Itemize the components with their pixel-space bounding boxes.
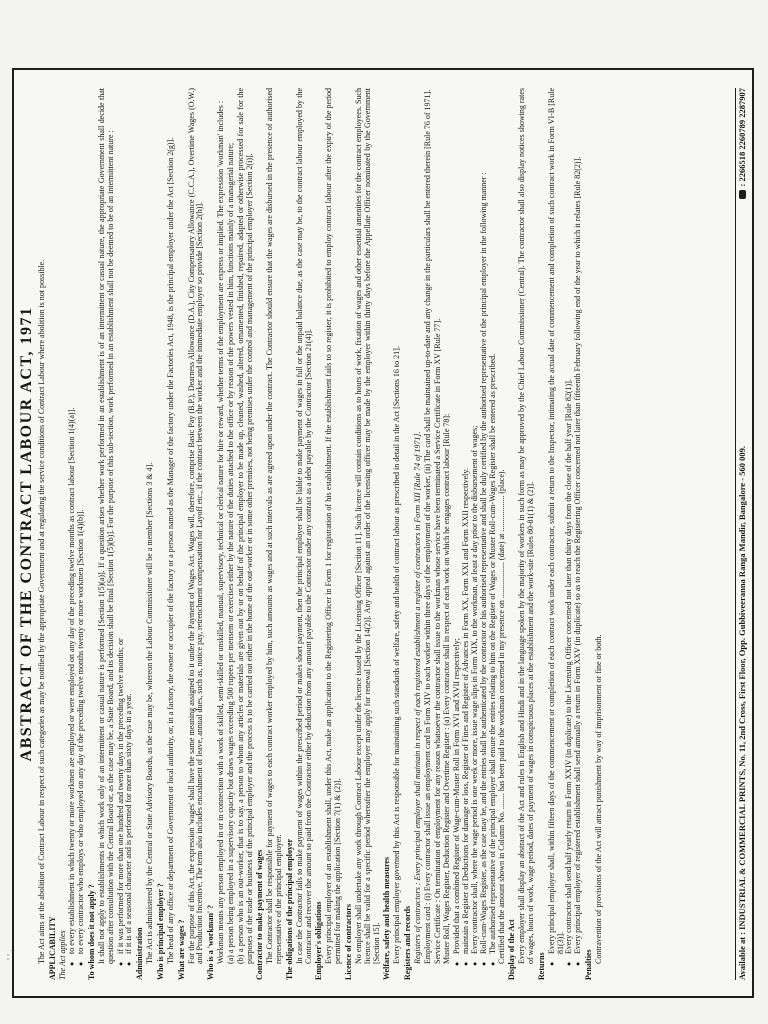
list-item: ● to every contractor who employs or who employed on any day of the preceding twelve months twenty or more workmen [Section 1(4)(b)]. <box>77 88 86 954</box>
not-apply-list <box>117 88 135 980</box>
scan-margin-marks: ' ' , <box>6 949 14 960</box>
display-paragraph: Every employer shall display an abstract of the Act and rules in English and Hindi and in the language spoken by the majority of workers in such form as may be approved by the Chief Labour Commissioner (Central). The contractor shall also display notices showing rates of wages, hours of work, wage period, dates of payment of wages in conspicuous places at the establishment and the work-site [Rules 80-81(1) & (2)]. <box>517 88 536 964</box>
intro-paragraph: The Act aims at the abolition of Contract Labour in respect of such categories as may be notified by the appropriate Government and at regulating the service conditions of Contract Labour where abolition is not possible. <box>36 259 46 964</box>
welfare-paragraph: Every principal employer governed by this Act is responsible for maintaining such standards of welfare, safety and health of contract labour as prescribed in detail in the Act [Sections 16 to 21]. <box>392 346 402 964</box>
list-item: ● Every principal employer of registered establishment shall send annually a return in Form XXV (in duplicate) so as to reach the Registering Officer concerned not later than fifteenth February following end of the year to which it relates [Rule 82(2)]. <box>574 88 583 954</box>
list-item: ● if it was performed for more than one hundred and twenty days in the preceding twelve months; or <box>117 88 126 954</box>
list-item: ● Roll-cum-Wages Register, as the case may be, and the entries shall be authenticated by the contractor or his authorised representative and shall be duly certified by the authorised representative of the principal employer in the following manner : <box>480 88 489 954</box>
list-item: ● The authorised representative of the principal employer shall ensure the entries relating to him on the Register of Wages or Muster Roll-cum-Wages Register shall be entered as prescribed. <box>489 88 498 954</box>
registers-item: Muster Roll, Wages Register, Deduction Register and Overtime Register : (a) Every contractor shall in respect of each work on which he engages contract labour [Rule 78]: <box>442 413 452 964</box>
registers-item: Employment card : (i) Every contractor shall issue an employment card in Form XIV to each worker within three days of the employment of the worker, (ii) The card shall be maintained up-to-date and any change in the particulars shall be entered therein [Rule 76 of 1971]. <box>422 89 432 964</box>
document-title: ABSTRACT OF THE CONTRACT LABOUR ACT, 1971 <box>18 306 35 762</box>
applies-list <box>68 88 86 980</box>
not-apply-paragraph: It shall not apply to establishments in which work only of an intermittent or casual nature is performed [Section 1(5)(a)]. If a question arises whether work performed in an establishment is of an intermittent or casual nature, the appropriate Government shall decide that question after consultation with the Central Board or, as the case may be, a State Board, and its decision shall be final [Section 1(5)(b)]. For the purpose of this sub-section, work performed in an establishment shall not be deemed to be of an intermittent nature : <box>96 88 115 964</box>
publisher-address: Available at : INDUSTRIAL & COMMERCIAL PRINTS, No. 11, 2nd Cross, First Floor, Opp. Gubbiveeranna Ranga Mandir, Bangalore - 560 009. <box>737 446 748 980</box>
phone-numbers <box>738 88 747 199</box>
telephone-icon <box>739 190 746 199</box>
penalties-paragraph: Contravention of provisions of the Act will attract punishment by way of imprisonment or fine or both. <box>593 634 603 964</box>
wages-paragraph: For the purpose of this Act, the expression 'wages' shall have the same meaning assigned to it under the Payment of Wages Act. Wages will, therefore, comprise Basic Pay (B.P.), Dearness Allowance (D.A.), City Compensatory Allowance (C.C.A.), Overtime Wages (O.W.) and Production Incentive. The term also includes encashment of leave, annual dues, such as, notice pay, retrenchment compensation for Layoff etc., if the contract between the worker and the immediate employer so provide [Section 2(h)]. <box>186 88 205 964</box>
registers-item: Registers of contractors : Every principal employer shall maintain in respect of each registered establishment a register of contractors in Form XII [Rule 74 of 1971]. <box>412 431 422 964</box>
list-item: ● maintain a Register of Deductions for damage or loss, Register of Fines and Register of Advances in Form XX, Form XXI and Form XXII respectively. <box>462 88 471 954</box>
applies-heading: The Act applies <box>57 930 67 980</box>
not-apply-heading: To whom does it not apply ? <box>87 884 97 980</box>
employer-obligations-paragraph: Every principal employer of an establishment shall, under this Act, make an application to the Registering Officer in Form 1 for registration of his establishment. If the establishment fails to so register, it is prohibited to employ contract labour after the expiry of the period permitted for making the application [Section 7(1) & (2)]. <box>324 88 343 964</box>
list-item: ● Every principal employer shall, within fifteen days of the commencement or completion of each contract work under each contractor, submit a return to the Inspector, intimating the actual date of commencement and completion of such contract work in Form VI-B [Rule 81(3)]. <box>548 88 566 954</box>
display-heading: Display of the Act <box>507 919 517 980</box>
list-item: ● Every contractor shall send half yearly return in Form XXIV (in duplicate) to the Licensing Officer concerned not later than thirty days from the close of the half year [Rule 82(1)]. <box>565 88 574 954</box>
contractor-heading: Contractor to make payment of wages <box>255 849 265 980</box>
principal-employer-heading: Who is principal employer ? <box>155 883 165 980</box>
administration-heading: Administration <box>135 927 145 980</box>
list-item: ● Provided that a combined Register of Wage-cum-Muster Roll in Form XVI and XVII respectively; <box>453 88 462 954</box>
registers-heading: Registers and records <box>403 905 413 980</box>
penalties-heading: Penalties <box>584 949 594 980</box>
returns-heading: Returns <box>536 952 546 980</box>
licence-paragraph: No employer shall undertake any work through Contract Labour except under the licence issued by the Licensing Officer [Section 11]. Such licence will contain conditions as to hours of work, fixation of wages and other essential amenities for the contract employees. Such licence shall be valid for a specific period whereafter the employer may apply for renewal [Section 14(2)]. Any appeal against an order of the licensing officer may be made by the employer within thirty days before the Appellate Officer nominated by the Government [Section 15]. <box>353 88 381 964</box>
workman-item-b: (b) a person who is an out-worker, that is to say, a person to whom any articles or materials are given out by or on behalf of the principal employer to be made up, cleaned, washed, altered, ornamented, finished, repaired, adapted or otherwise processed for sale for the purposes of the trade or business of the principal employer and the process is to be carried out either in the home of the out-worker or in some other premises, not being premises under the control and management of the principal employer [Section 2(i)]. <box>235 88 254 964</box>
wages-heading: What are wages ? <box>176 919 186 980</box>
employer-obligations-heading: Employer's obligations <box>314 901 324 980</box>
certification-line: Certified that the amount shown in Column No. ........ has been paid to the workman concerned in my presence on .................. (date) at .................. (place). <box>496 469 506 964</box>
registers-list <box>453 88 497 980</box>
returns-list <box>548 88 583 980</box>
document-body <box>13 70 753 998</box>
phone-number-text: : 2266518 2260789 2287907 <box>737 88 748 187</box>
licence-heading: Licence of contractors <box>344 904 353 980</box>
registers-item: Service Certificate : On termination of employment for any reason whatsoever the contractor shall issue to the workman whose service have been terminated a Service Certificate in Form XV [Rule 77]. <box>432 318 442 964</box>
list-item: ● to every establishment in which twenty or more workmen are employed or were employed on any day of the preceding twelve months as contract labour [Section 1(4)(a)]. <box>68 88 77 954</box>
workman-heading: Who is a 'workman' ? <box>206 904 216 980</box>
obligations-pe-paragraph: In case the Contractor fails to make payment of wages within the prescribed period or makes short payment, then the principal employer shall be liable to make payment of wages in full or the unpaid balance due, as the case may be, to the contract labour employed by the Contractor and recover the amount so paid from the Contractor either by deduction from any amount payable to the Contractor under any contract as a debt payable by the Contractor [Section 21(4)]. <box>294 88 313 964</box>
list-item: ● if it is of a seasonal character and is performed for more than sixty days in a year. <box>125 88 134 954</box>
list-item: ● Every contractor shall, where the wage period is one week or more, issue wage slips in Form XIX, to the workman, at least a day prior to the disbursement of wages; <box>471 88 480 954</box>
applicability-heading: APPLICABILITY <box>47 916 57 980</box>
administration-paragraph: The Act is administered by the Central or State Advisory Boards, as the case may be, whereon the Labour Commissioner will be a member [Sections 3 & 4]. <box>145 462 155 964</box>
workman-item-a: (a) a person being employed in a supervisory capacity but draws wages exceeding 500 rupees per mensem or exercises either by the nature of the duties attached to the office or by reason of the powers vested in him, functions mainly of a managerial nature; <box>225 142 235 964</box>
obligations-pe-heading: The obligations of the principal employer <box>284 838 294 980</box>
publisher-footer <box>735 88 747 980</box>
welfare-heading: Welfare, safety and health measures <box>382 856 392 980</box>
workman-paragraph: Workman means any person employed in or in connection with a work of skilled, semi-skilled or unskilled, manual, supervisory, technical or clerical nature for hire or reward, whether terms of the employment are express or implied. The expression 'workman' includes : <box>216 100 226 964</box>
contractor-paragraph: The Contractor shall be responsible for payment of wages to each contract worker employed by him, such amounts as wages and at such intervals as are agreed upon under the contract. The Contractor should ensure that the wages are disbursed in the presence of authorised representative of the principal employer. <box>265 88 284 964</box>
principal-employer-paragraph: The head of any office or department of Government or local authority, or, in a factory, the owner or occupier of the factory or a person named as the Manager of the factory under the Factories Act, 1948, is the principal employer under the Act [Section 2(g)]. <box>165 137 175 964</box>
